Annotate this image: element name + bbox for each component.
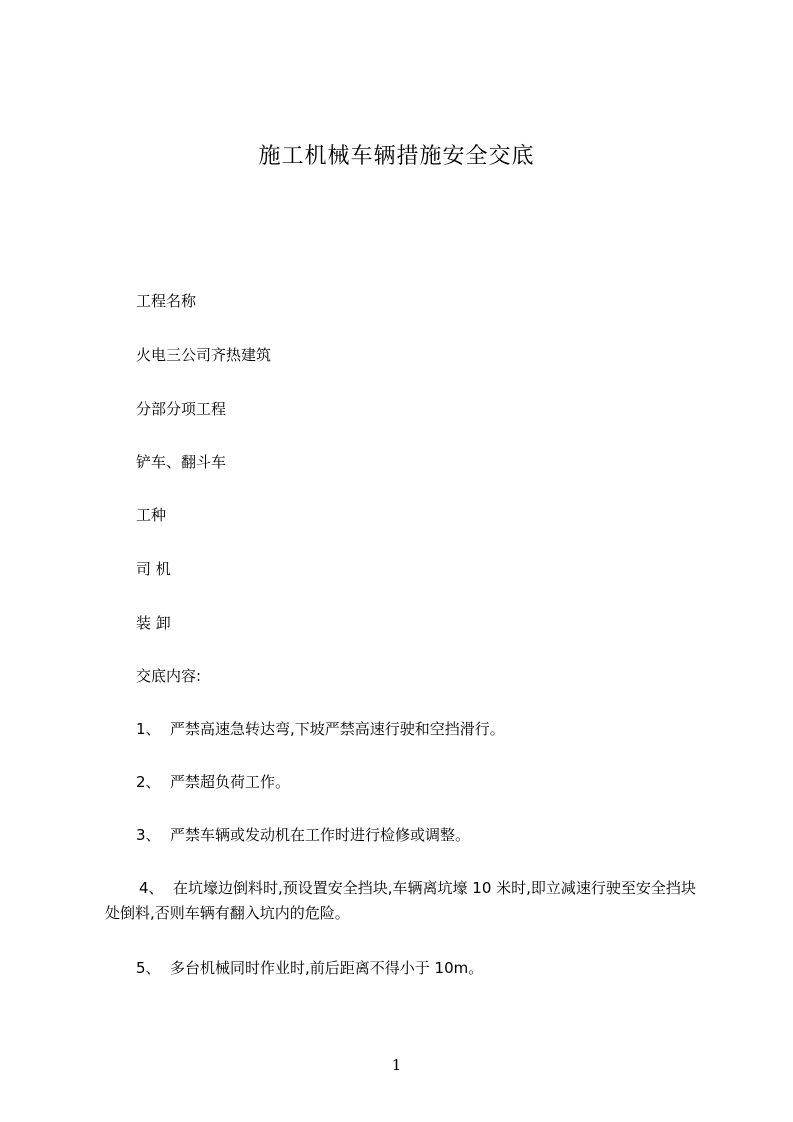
list-item-number: 3、	[136, 826, 161, 844]
document-title: 施工机械车辆措施安全交底	[258, 144, 535, 169]
list-item-text: 严禁车辆或发动机在工作时进行检修或调整。	[170, 826, 471, 844]
list-item	[136, 718, 505, 740]
field-work-type-label: 工种	[136, 506, 167, 524]
list-item-number: 5、	[136, 959, 161, 977]
field-project-name-label: 工程名称	[136, 292, 197, 310]
list-item	[136, 771, 290, 793]
list-item-number: 1、	[136, 720, 161, 738]
list-item	[136, 957, 483, 979]
field-work-type-driver: 司 机	[136, 560, 171, 578]
field-work-type-loading: 装 卸	[136, 614, 171, 632]
list-item-number: 2、	[136, 773, 161, 791]
list-item	[105, 876, 705, 926]
list-item-text: 多台机械同时作业时,前后距离不得小于 10m。	[170, 959, 484, 977]
list-item-text: 严禁超负荷工作。	[170, 773, 291, 791]
list-item-text: 在坑壕边倒料时,预设置安全挡块,车辆离坑壕 10 米时,即立减速行驶至安全挡块处倒料,否则车辆有翻入坑内的危险。	[105, 879, 696, 922]
field-project-name-value: 火电三公司齐热建筑	[136, 346, 272, 364]
page-number: 1	[391, 1056, 402, 1074]
field-briefing-label: 交底内容:	[136, 667, 202, 685]
list-item-text: 严禁高速急转达弯,下坡严禁高速行驶和空挡滑行。	[170, 720, 505, 738]
list-item	[136, 824, 470, 846]
field-subproject-value: 铲车、翻斗车	[136, 453, 227, 471]
list-item-number: 4、	[139, 879, 164, 897]
field-subproject-label: 分部分项工程	[136, 400, 227, 418]
